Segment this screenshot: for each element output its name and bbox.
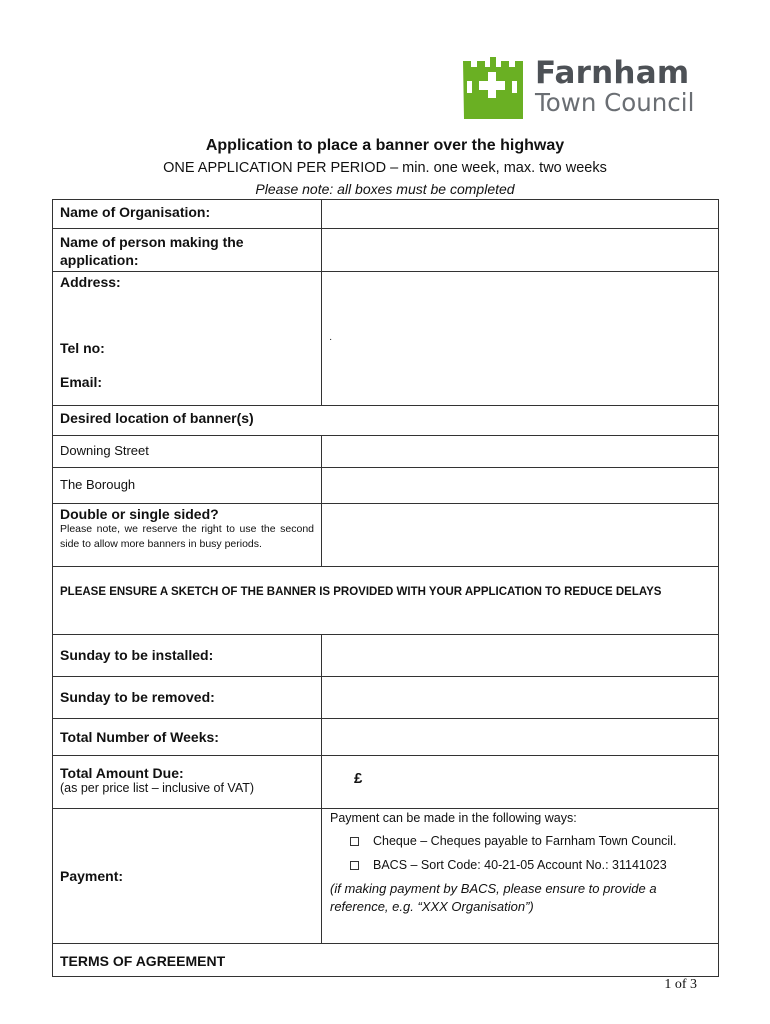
organisation-row xyxy=(52,199,719,229)
removed-label: Sunday to be removed: xyxy=(53,677,322,718)
location-borough-label: The Borough xyxy=(53,468,322,503)
sided-note: Please note, we reserve the right to use the second side to allow more banners in busy periods. xyxy=(60,523,314,550)
sketch-note: PLEASE ENSURE A SKETCH OF THE BANNER IS PROVIDED WITH YOUR APPLICATION TO REDUCE DELAYS xyxy=(60,586,662,598)
council-logo xyxy=(460,55,695,120)
page-number: 1 of 3 xyxy=(664,977,697,992)
bacs-option[interactable] xyxy=(350,858,710,872)
sided-labels xyxy=(53,504,322,566)
cheque-text: Cheque – Cheques payable to Farnham Town Council. xyxy=(373,834,677,848)
logo-subname: Town Council xyxy=(535,88,695,117)
sided-row xyxy=(52,504,719,567)
payment-options xyxy=(322,809,718,943)
location-label: Desired location of banner(s) xyxy=(60,410,254,426)
contact-row xyxy=(52,272,719,406)
amount-labels xyxy=(53,756,322,808)
payment-intro: Payment can be made in the following ways: xyxy=(330,811,577,825)
sided-label: Double or single sided? xyxy=(60,506,219,522)
page-title: Application to place a banner over the highway xyxy=(205,137,565,154)
stray-dot: · xyxy=(329,334,333,345)
amount-field[interactable] xyxy=(322,756,718,808)
terms-row xyxy=(52,944,719,977)
sketch-row xyxy=(52,567,719,635)
person-label: Name of person making the application: xyxy=(53,229,322,271)
email-label: Email: xyxy=(60,374,103,390)
location-downing-label: Downing Street xyxy=(53,436,322,467)
person-row xyxy=(52,229,719,272)
address-label: Address: xyxy=(60,274,121,290)
page-subtitle: ONE APPLICATION PER PERIOD – min. one week, max. two weeks xyxy=(163,160,607,176)
weeks-field[interactable] xyxy=(322,719,718,755)
sided-field[interactable] xyxy=(322,504,718,566)
person-field[interactable] xyxy=(322,229,718,271)
location-downing-field[interactable] xyxy=(322,436,718,467)
cheque-checkbox[interactable] xyxy=(350,837,359,846)
bacs-checkbox[interactable] xyxy=(350,861,359,870)
removed-field[interactable] xyxy=(322,677,718,718)
location-row-borough xyxy=(52,468,719,504)
cheque-option[interactable] xyxy=(350,834,710,848)
location-borough-field[interactable] xyxy=(322,468,718,503)
weeks-label: Total Number of Weeks: xyxy=(53,719,322,755)
currency-symbol: £ xyxy=(354,770,363,787)
amount-row xyxy=(52,756,719,809)
tel-label: Tel no: xyxy=(60,340,105,356)
amount-note: (as per price list – inclusive of VAT) xyxy=(60,781,255,795)
organisation-label: Name of Organisation: xyxy=(53,200,322,228)
amount-label: Total Amount Due: xyxy=(60,765,184,781)
contact-field[interactable] xyxy=(322,272,718,405)
installed-row xyxy=(52,635,719,677)
weeks-row xyxy=(52,719,719,756)
removed-row xyxy=(52,677,719,719)
payment-row xyxy=(52,809,719,944)
location-row-downing xyxy=(52,436,719,468)
application-form xyxy=(52,199,719,977)
organisation-field[interactable] xyxy=(322,200,718,228)
bacs-note: (if making payment by BACS, please ensure to provide a reference, e.g. “XXX Organisation”) xyxy=(330,881,657,914)
castle-icon xyxy=(460,57,524,119)
installed-field[interactable] xyxy=(322,635,718,676)
completion-note: Please note: all boxes must be completed xyxy=(255,181,515,197)
terms-label: TERMS OF AGREEMENT xyxy=(60,953,226,969)
bacs-text: BACS – Sort Code: 40-21-05 Account No.: 31141023 xyxy=(373,858,667,872)
payment-label: Payment: xyxy=(53,809,322,943)
contact-labels xyxy=(53,272,322,405)
installed-label: Sunday to be installed: xyxy=(53,635,322,676)
logo-name: Farnham xyxy=(535,55,690,91)
location-header-row xyxy=(52,406,719,436)
